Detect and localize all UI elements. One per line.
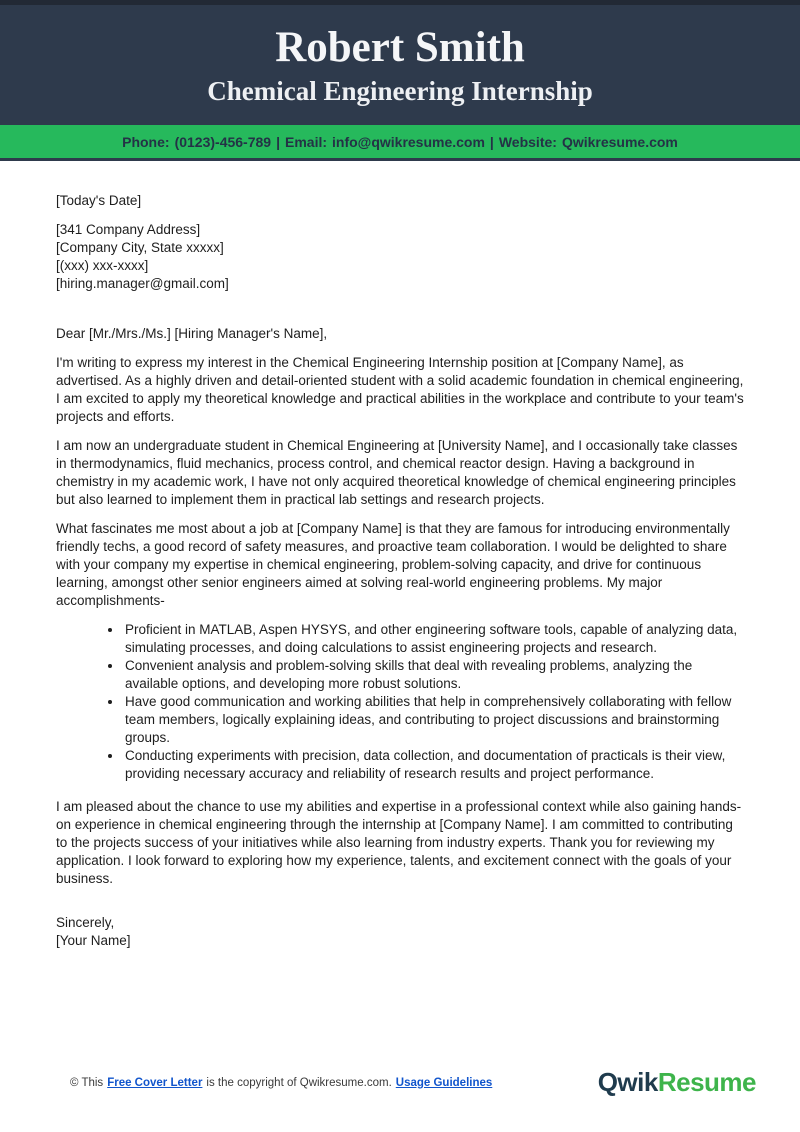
accomplishments-list [56, 621, 744, 783]
letter-paragraph: I am now an undergraduate student in Chemical Engineering at [University Name], and I occasionally take classes in thermodynamics, fluid mechanics, process control, and chemical reactor design. Having a background in chemistry in my academic work, I have not only acquired theoretical knowledge of chemical engineering principles but also learned to implement them in practical lab settings and research projects. [56, 438, 738, 507]
letter-paragraph: What fascinates me most about a job at [Company Name] is that they are famous for introducing environmentally friendly techs, a good record of safety measures, and proactive team collaboration. I would be delighted to share with your company my expertise in chemical engineering, problem-solving capacity, and drive for continuous learning, amongst other senior engineers aimed at solving real-world engineering problems. My major accomplishments- [56, 521, 730, 608]
address-line: [Company City, State xxxxx] [56, 240, 224, 255]
accomplishment-item: • Proficient in MATLAB, Aspen HYSYS, and other engineering software tools, capable of analyzing data, simulating processes, and doing calculations to assist engineering projects and research. [123, 621, 744, 657]
contact-separator: | [489, 133, 494, 150]
accomplishment-item: • Have good communication and working abilities that help in comprehensively collaborating with fellow team members, logically explaining ideas, and contributing to project discussions and brainstorming groups. [123, 693, 744, 747]
recipient-address-block [56, 221, 744, 293]
letter-paragraph: I am pleased about the chance to use my abilities and expertise in a professional context while also gaining hands-on experience in chemical engineering through the internship at [Company Name]. I am committed to contributing to the projects success of your initiatives while also learning from industry experts. Thank you for reviewing my application. I look forward to exploring how my experience, talents, and excitement connect with the goals of your business. [56, 799, 742, 886]
copyright-notice [70, 1077, 492, 1089]
closing: Sincerely, [56, 915, 115, 930]
letter-paragraph: I'm writing to express my interest in the Chemical Engineering Internship position at [Company Name], as advertised. As a highly driven and detail-oriented student with a solid academic foundation in chemical engineering, I am excited to apply my theoretical knowledge and practical abilities in the workplace and contribute to your team's projects and efforts. [56, 355, 744, 424]
logo-resume-text: Resume [657, 1067, 756, 1097]
contact-separator: | [276, 133, 280, 150]
page-footer [0, 1067, 800, 1132]
candidate-name: Robert Smith [275, 23, 525, 71]
date-placeholder: [Today's Date] [56, 193, 142, 208]
accomplishment-item: • Convenient analysis and problem-solving skills that deal with revealing problems, analyzing the available options, and developing more robust solutions. [123, 657, 744, 693]
accomplishment-item: • Conducting experiments with precision, data collection, and documentation of practicals is their view, providing necessary accuracy and reliability of research results and project performance. [123, 747, 744, 783]
copyright-middle: is the copyright of Qwikresume.com. [206, 1076, 392, 1089]
qwikresume-logo [598, 1067, 756, 1098]
address-line: [341 Company Address] [56, 222, 201, 237]
contact-bar [0, 125, 800, 161]
logo-qwik-text: Qwik [597, 1067, 658, 1097]
letter-masthead [0, 0, 800, 125]
email-value: info@qwikresume.com [332, 133, 485, 150]
website-value: Qwikresume.com [561, 133, 678, 150]
address-line: [hiring.manager@gmail.com] [56, 276, 229, 291]
signature-placeholder: [Your Name] [56, 933, 131, 948]
email-label: Email: [285, 133, 328, 150]
position-title: Chemical Engineering Internship [207, 75, 593, 106]
letter-body [0, 161, 800, 1067]
usage-guidelines-link[interactable]: Usage Guidelines [395, 1076, 493, 1089]
website-label: Website: [498, 133, 557, 150]
closing-block [56, 914, 744, 950]
phone-label: Phone: [122, 133, 170, 150]
copyright-prefix: © This [70, 1076, 104, 1089]
free-cover-letter-link[interactable]: Free Cover Letter [107, 1076, 203, 1089]
phone-value: (0123)-456-789 [174, 133, 272, 150]
address-line: [(xxx) xxx-xxxx] [56, 258, 149, 273]
salutation: Dear [Mr./Mrs./Ms.] [Hiring Manager's Name], [56, 326, 328, 341]
